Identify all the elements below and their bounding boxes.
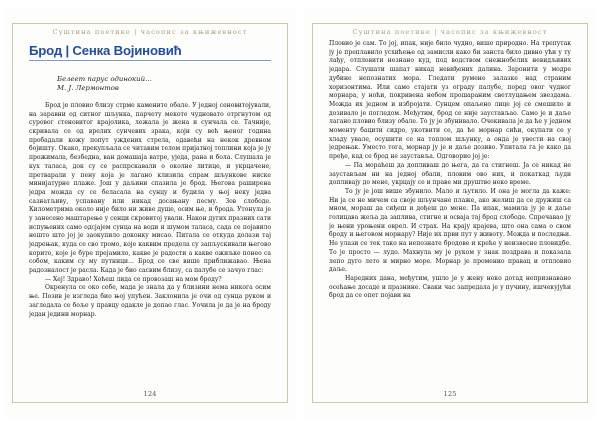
title-rule: [29, 60, 271, 61]
body-text: [329, 40, 571, 301]
page-content: [329, 40, 571, 387]
paragraph: — Па мораћеш да допливаш до њега, да га стигнеш. Ја се никад не заустављам ни на једној обали, пловим ово них, и покаткад људи допливају до мене, укрцају се и праве ми друштво неко време.: [329, 161, 571, 187]
epigraph-line: Белеет парус одинокий…: [57, 75, 152, 83]
paragraph: — Хеј! Здраво! Хоћеш лида се провозаш на мом броду?: [45, 275, 222, 283]
left-page: [5, 7, 295, 419]
body-text: [29, 102, 271, 319]
paragraph: Наредних дана, међутим, ушло је у жену неко дотад непризнавано осећање досаде и празнине. Сваки час запредала је у пучину, ишчекујући брод да се опет појави на: [329, 274, 571, 300]
epigraph-author: М. Ј. Лермонтов: [57, 84, 119, 92]
paragraph: Пловио је сам. То јој, ипак, није било чудно, више природно. На трепутак ју је преплавило усхићење од замисли како би занста било дивно ући у ту лађу, отпловити незнано куд, под водством снежнобелих невидљивих једара. Слушати шапат никад невиђених далина. Заронити у модре дубине непознатих мора. Гледати румене залазке над страним хоризонтима. Или само стајати уз ограду палубе, поред овог чудног морнара, у ноћи, покривена небом прошараним светлуцањем звездама. Можда их једном и избројати. Сунцем опаљено лице јој се смешило и дозивало је погледом. Међутим, брод се није заустављао. Само је и даље лагано пловио близу обале. То ју је збунивало. Очекивала је да ће у једном моменту бацити сидро, укотвити се, да ће морнар сићи, окупати се у хладу увале, осушити се на топлом шљунку, а онда је увести на свој једрењак. Уместо тога, морнар ју је и даље дозиво. Упитала га је како да пређе, кад се брод не зауставља. Одговорио јој је:: [329, 40, 571, 161]
story-title: Брод | Сенка Војиновић: [29, 43, 182, 58]
paragraph: Брод је пловио близу стрме камените обале. У једној сеновитојували, на заравни од ситног шљунка, парчету мекоте чудновато отргнутом од суровог стеновитог крајолика, лежала је жена и сунчала се. Тачније, скривала се од врелих сунчевих зрака, који су већ њеног година пробадали кожу попут уждених стрела, одавећи на некок древном бојишту. Окако, прекупљала се читавим телом пријатној топлини која је ју прожимала, безбедна, ван домашаја ватре, уједа, рана и бола. Слушала је кух таласа, док су се распрскавали о околне литице, и укрцачене, претварали у пену која је лагано клизила спрам шљункове ниске миниjатурне плаже. Још у даљини спазила је брод. Његова раширена једра можда су се беласала на сунцу и будила у њој неку једва сазнатљиву, успавану или никад досањану песму. Зов слободе. Километрима около није било ни живе душе, осим ње, и брода. Утонула је у занесено маштарење у сенци скровитој ували. Након дугих празних сати испуњених само одсјајем сунца на води и шумом таласа, сада се појавило нешто што јој је заокупило доконку мисао. Питала се откуда долази тај једрењак, куда се сво тромо, које каквим предела су запљускивали његово корито, које је буре прејамило, какве је радости а какве ожиљке понео са собом, каким су му путници… Брод се све више приближавао. Њена радозналост је расла. Када је био сасвим близу, са палубе се зачуо глас:: [29, 102, 271, 275]
epigraph: [57, 75, 271, 93]
paragraph: То ју је још више збунило. Мало и љутило. И она је могла да каже: Ни ја се не мичем са своје шљунчане плаже, ако желиш да се дружиш са мном, мораш да сиђеш и дођеш до мене. Па ипак, мамила ју је и даље голицава жеља да заплива, стигне и осваја тај брод слободе. Спречавао ју је њени уроњени оврел. И страх. На крају крајева, што она сама о свом броду и његовом морнару? Није их први пут у животу. Можда и последњи. Не улази се тек тако на непознате бродове и креће у неизвесне пловидбе. То је просто — лудо. Махнула му је руком у знак поздрава и показала лепо дуго лето и мирно море. Морнар је променио правац и отпловио даље.: [329, 187, 571, 274]
right-page: [305, 7, 595, 419]
paragraph: Окренула се око себе, мада је знала да у близини нема никога осим ње. Позив је изгледа био њој упућен. Заклонила је очи од сунца руком и загледала се боље у правцу одакле је допао глас. Уочила је да је на броду један једини морнар.: [29, 284, 271, 318]
running-head: Суштина поетике | часопис за књижевност: [313, 28, 587, 36]
page-number: 125: [313, 390, 587, 398]
running-head: Суштина поетике | часопис за књижевност: [13, 28, 287, 36]
page-number: 124: [13, 390, 287, 398]
page-content: [29, 43, 271, 387]
